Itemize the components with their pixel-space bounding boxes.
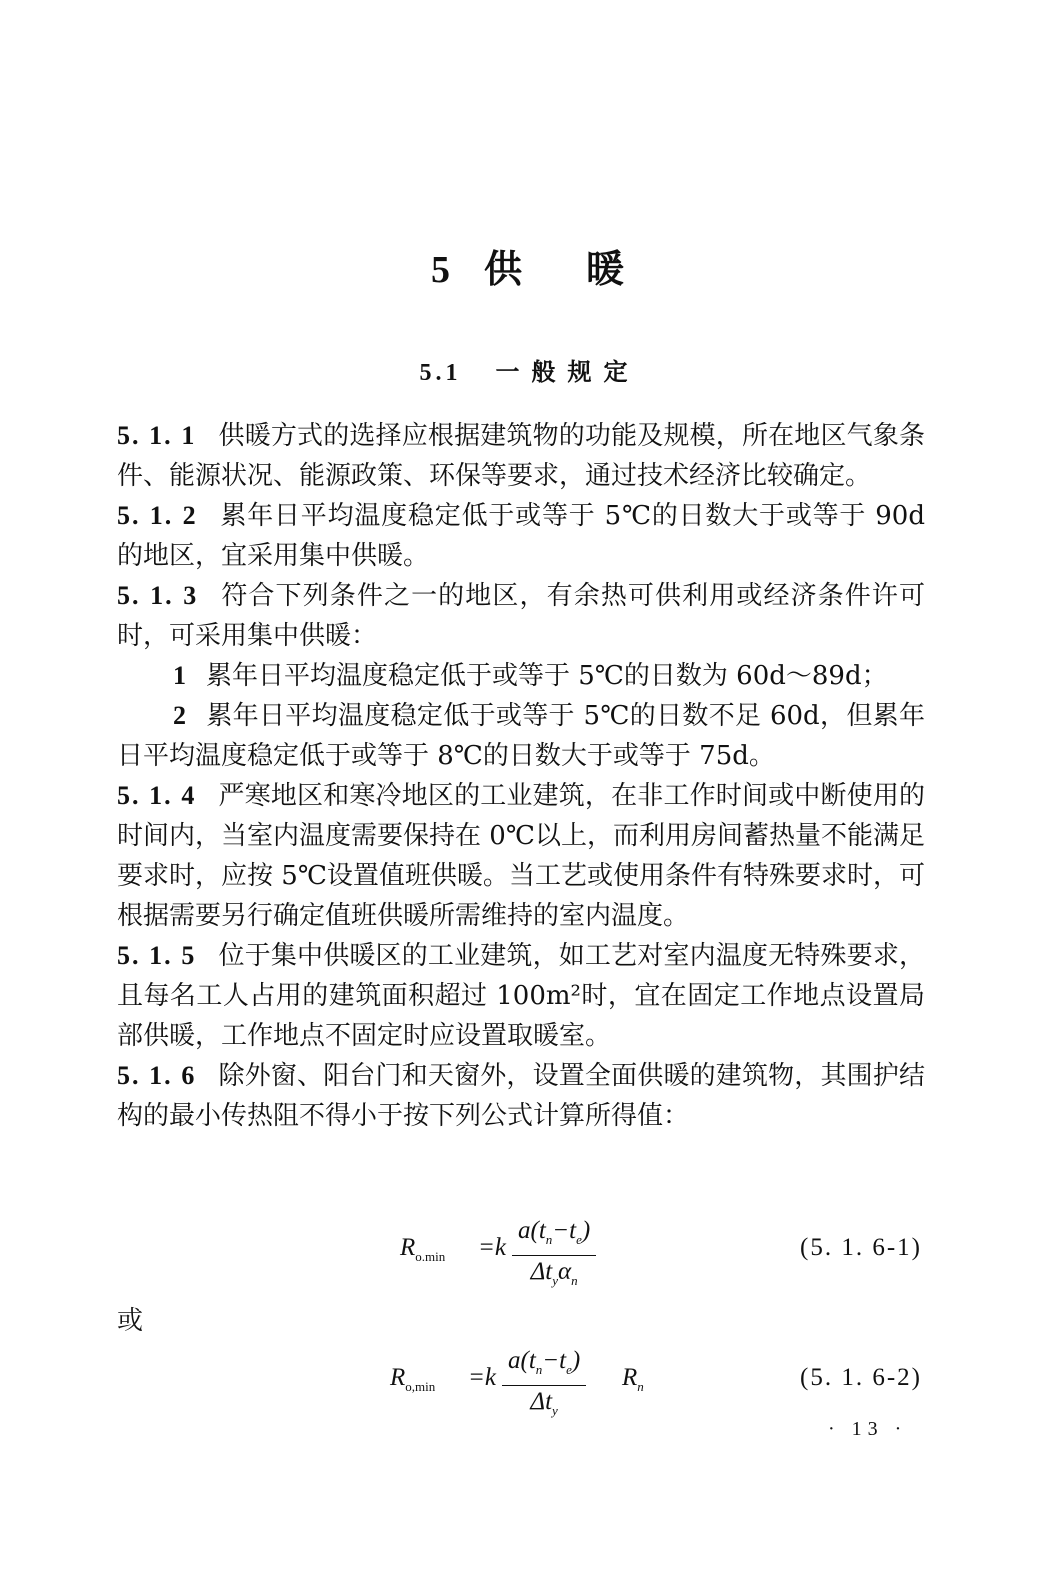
formula-lhs-symbol: R (400, 1234, 416, 1261)
clause-text: 位于集中供暖区的工业建筑，如工艺对室内温度无特殊要求，且每名工人占用的建筑面积超过 100m²时，宜在固定工作地点设置局部供暖，工作地点不固定时应设置取暖室。 (117, 941, 925, 1051)
equation-number: (5. 1. 6-1) (800, 1234, 922, 1261)
formula-numerator (512, 1216, 596, 1256)
clause-text: 累年日平均温度稳定低于或等于 5℃的日数大于或等于 90d 的地区，宜采用集中供暖。 (117, 501, 925, 571)
chapter-title-part1: 供 (483, 246, 526, 291)
section-heading: 一般规定 (495, 357, 640, 386)
page-number: · 13 · (828, 1418, 908, 1440)
tail-subscript: n (637, 1379, 644, 1394)
clause-text: 严寒地区和寒冷地区的工业建筑，在非工作时间或中断使用的时间内，当室内温度需要保持在 0℃以上，而利用房间蓄热量不能满足要求时，应按 5℃设置值班供暖。当工艺或使用条件有特殊要求时，可根据需要另行确定值班供暖所需维持的室内温度。 (117, 781, 925, 931)
clause-text: 除外窗、阳台门和天窗外，设置全面供暖的建筑物，其围护结构的最小传热阻不得小于按下列公式计算所得值： (117, 1061, 925, 1131)
num-sub: e (566, 1362, 572, 1377)
formula-lhs (390, 1364, 435, 1395)
formula-denominator (531, 1256, 578, 1297)
chapter-title (0, 238, 1059, 293)
num-sub: e (576, 1232, 582, 1247)
den-sub: y (552, 1273, 558, 1288)
body-text (117, 416, 925, 1136)
clause-5-1-4 (117, 776, 925, 936)
item-number: 1 (173, 661, 186, 690)
clause-text: 供暖方式的选择应根据建筑物的功能及规模，所在地区气象条件、能源状况、能源政策、环保等要求，通过技术经济比较确定。 (117, 421, 925, 491)
item-text: 累年日平均温度稳定低于或等于 5℃的日数不足 60d，但累年日平均温度稳定低于或等于 8℃的日数大于或等于 75d。 (117, 701, 925, 771)
clause-5-1-5 (117, 936, 925, 1056)
clause-number: 5. 1. 5 (117, 941, 197, 970)
formula-lhs-symbol: R (390, 1364, 406, 1391)
clause-text: 符合下列条件之一的地区，有余热可供利用或经济条件许可时，可采用集中供暖： (117, 581, 925, 651)
formula-equals-k: =k (478, 1234, 506, 1261)
num-part: ) (581, 1217, 591, 1244)
formula-tail (622, 1364, 644, 1395)
or-connector: 或 (117, 1306, 144, 1336)
tail-symbol: R (622, 1364, 638, 1391)
den-sub: n (571, 1273, 578, 1288)
item-text: 累年日平均温度稳定低于或等于 5℃的日数为 60d～89d； (206, 661, 888, 691)
clause-number: 5. 1. 6 (117, 1061, 197, 1090)
section-title (0, 352, 1059, 387)
formula-fraction (502, 1346, 586, 1427)
clause-5-1-1 (117, 416, 925, 496)
formula-equals-k: =k (468, 1364, 496, 1391)
clause-5-1-6 (117, 1056, 925, 1136)
formula-numerator (502, 1346, 586, 1386)
clause-5-1-3-item-1 (117, 656, 925, 696)
section-number: 5.1 (419, 360, 462, 386)
formula-5-1-6-2 (390, 1346, 940, 1416)
num-part: a(t (508, 1347, 536, 1374)
den-part: Δt (530, 1258, 553, 1285)
clause-5-1-3 (117, 576, 925, 656)
formula-denominator (530, 1386, 557, 1427)
formula-lhs (400, 1234, 445, 1265)
formula-fraction (512, 1216, 596, 1297)
den-part: α (558, 1258, 572, 1285)
num-part: a(t (518, 1217, 546, 1244)
formula-lhs-subscript: o,min (405, 1379, 436, 1394)
num-part: −t (552, 1217, 577, 1244)
num-sub: n (535, 1362, 543, 1377)
chapter-number: 5 (430, 249, 454, 291)
clause-5-1-3-item-2 (117, 696, 925, 776)
num-part: ) (571, 1347, 581, 1374)
clause-number: 5. 1. 1 (117, 421, 197, 450)
den-part: Δt (530, 1388, 553, 1415)
formula-lhs-subscript: o.min (415, 1249, 446, 1264)
clause-number: 5. 1. 4 (117, 781, 197, 810)
equation-number: (5. 1. 6-2) (800, 1364, 922, 1391)
clause-number: 5. 1. 3 (117, 581, 199, 610)
num-part: −t (542, 1347, 567, 1374)
clause-5-1-2 (117, 496, 925, 576)
formula-5-1-6-1 (400, 1216, 940, 1286)
chapter-title-part2: 暖 (586, 246, 629, 291)
den-sub: y (552, 1403, 558, 1418)
num-sub: n (545, 1232, 553, 1247)
item-number: 2 (173, 701, 186, 730)
clause-number: 5. 1. 2 (117, 501, 198, 530)
